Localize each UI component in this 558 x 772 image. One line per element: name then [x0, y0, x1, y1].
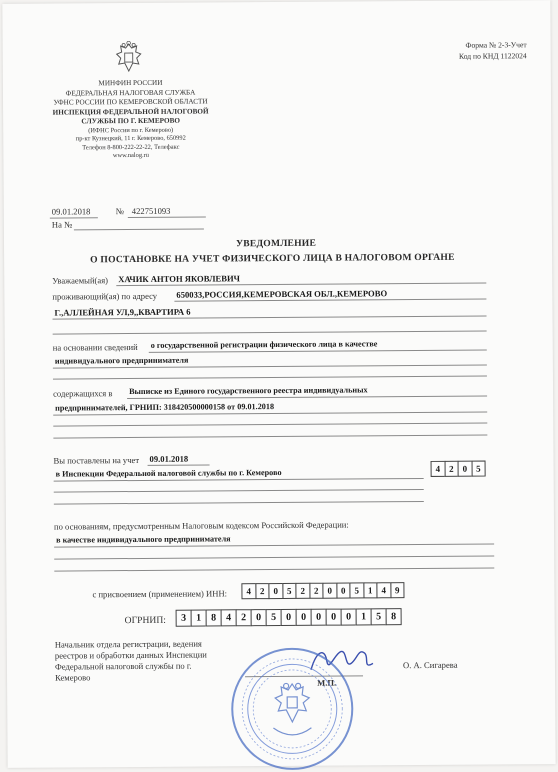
inn-digit: 1: [363, 582, 378, 598]
inn-digit: 0: [336, 583, 351, 599]
grounds-label: по основаниям, предусмотренным Налоговым кодексом Российской Федерации:: [53, 519, 349, 532]
residing-label: проживающий(ая) по адресу: [52, 290, 158, 302]
ogrnip-digit: 4: [221, 609, 237, 626]
inspection-name-line1: ИНСПЕКЦИЯ ФЕДЕРАЛЬНОЙ НАЛОГОВОЙ: [52, 107, 209, 117]
inn-digit: 5: [282, 583, 297, 599]
address-line1: 650033,РОССИЯ,КЕМЕРОВСКАЯ ОБЛ.,КЕМЕРОВО: [176, 288, 388, 300]
code-digit: 2: [444, 461, 459, 477]
service-name: ФЕДЕРАЛЬНАЯ НАЛОГОВАЯ СЛУЖБА: [65, 88, 196, 98]
document-subtitle: О ПОСТАНОВКЕ НА УЧЕТ ФИЗИЧЕСКОГО ЛИЦА В НАЛОГОВОМ ОРГАНЕ: [90, 251, 455, 266]
authority-address: пр-кт Кузнецкий, 11 г. Кемерово, 650992: [75, 135, 186, 143]
official-stamp-icon: [231, 647, 354, 770]
region-office: УФНС РОССИИ ПО КЕМЕРОВСКОЙ ОБЛАСТИ: [53, 97, 208, 107]
document-date: 09.01.2018: [51, 206, 91, 217]
code-digit: 0: [458, 461, 473, 477]
signer-position-line1: Начальник отдела регистрации, ведения: [54, 638, 202, 650]
authority-website: www.nalog.ru: [112, 152, 150, 160]
contained-line2: предпринимателей, ГРНИП: 318420500000158 от 09.01.2018: [55, 402, 275, 413]
ogrnip-digit: 2: [236, 609, 252, 626]
address-line2: Г.,АЛЛЕЙНАЯ УЛ,9,,КВАРТИРА 6: [54, 306, 191, 318]
on-number-label: На №: [51, 219, 73, 230]
inn-digit: 2: [295, 583, 310, 599]
contained-line1: Выписке из Единого государственного реестра индивидуальных: [129, 385, 368, 397]
ogrnip-digit: 5: [266, 609, 282, 626]
basis-label: на основании сведений: [52, 341, 138, 353]
ogrnip-digit: 8: [206, 609, 222, 626]
registered-date: 09.01.2018: [149, 453, 189, 464]
inn-digit: 0: [322, 583, 337, 599]
inn-digit: 9: [390, 582, 405, 598]
basis-line1: о государственной регистрации физического лица в качестве: [150, 339, 378, 350]
form-number: Форма № 2-3-Учет: [465, 40, 527, 50]
signer-position-line4: Кемерово: [55, 672, 91, 683]
ogrnip-digit: 1: [356, 608, 372, 625]
dear-label: Уважаемый(ая): [52, 275, 109, 286]
inspection-text: в Инспекции Федеральной налоговой службы по г. Кемерово: [55, 467, 282, 479]
inn-digit: 4: [241, 583, 256, 599]
registered-label: Вы поставлены на учет: [53, 454, 140, 466]
inn-boxes: [242, 582, 404, 599]
ogrnip-digit: 1: [191, 610, 207, 627]
grounds-text: в качестве индивидуального предпринимателя: [56, 534, 231, 545]
ministry-name: МИНФИН РОССИИ: [98, 78, 163, 88]
document-title: УВЕДОМЛЕНИЕ: [235, 237, 317, 250]
person-name: ХАЧИК АНТОН ЯКОВЛЕВИЧ: [118, 273, 240, 285]
inn-digit: 0: [268, 583, 283, 599]
code-digit: 5: [471, 461, 486, 477]
ogrnip-boxes: [177, 608, 402, 627]
authority-phone: Телефон 8-800-222-22-22, Телефакс: [82, 143, 180, 152]
signer-position-line3: Федеральной налоговой службы по г.: [54, 660, 192, 672]
knd-code: Код по КНД 1122024: [458, 51, 527, 61]
number-label: №: [115, 206, 125, 217]
signer-name: О. А. Сигарева: [402, 659, 458, 671]
ogrnip-digit: 0: [281, 609, 297, 626]
inn-digit: 2: [255, 583, 270, 599]
inn-digit: 4: [376, 582, 391, 598]
ogrnip-digit: 0: [251, 609, 267, 626]
inn-digit: 2: [309, 583, 324, 599]
code-digit: 4: [431, 461, 446, 477]
ogrnip-digit: 5: [371, 608, 387, 625]
inn-label: с присвоением (применением) ИНН:: [92, 588, 228, 600]
notification-document: [2, 0, 555, 768]
ogrnip-digit: 3: [176, 610, 192, 627]
ifns-note: (ИФНС России по г. Кемерово): [88, 126, 174, 135]
ogrnip-digit: 0: [296, 609, 312, 626]
contained-label: содержащихся в: [53, 388, 113, 399]
mp-label: М.П.: [317, 677, 337, 688]
coat-of-arms-icon: [113, 41, 145, 75]
inspection-code: [432, 461, 486, 477]
ogrnip-digit: 0: [326, 609, 342, 626]
authority-header: [43, 78, 219, 161]
ogrnip-digit: 8: [386, 608, 402, 625]
ogrnip-label: ОГРНИП:: [124, 614, 166, 627]
document-number: 422751093: [131, 205, 171, 217]
inspection-name-line2: СЛУЖБЫ ПО Г. КЕМЕРОВО: [81, 117, 180, 126]
signer-position-line2: реестров и обработки данных Инспекции: [54, 649, 207, 661]
basis-line2: индивидуального предпринимателя: [54, 355, 189, 366]
ogrnip-digit: 0: [311, 609, 327, 626]
ogrnip-digit: 0: [341, 608, 357, 625]
inn-digit: 5: [349, 582, 364, 598]
